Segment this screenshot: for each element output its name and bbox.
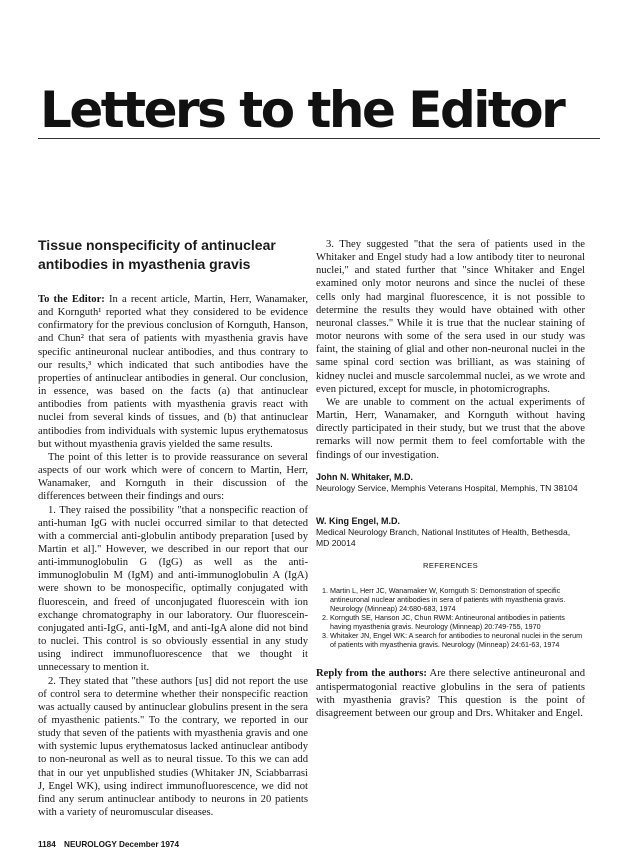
reference-item: 2. Kornguth SE, Hanson JC, Chun RWM: Antineuronal antibodies in patients having myasthenia gravis. Neurology (Minneap) 20:749-755, 1970 (330, 613, 585, 631)
signature-affiliation: Medical Neurology Branch, National Institutes of Health, Bethesda, MD 20014 (316, 526, 571, 548)
section-title: Letters to the Editor (40, 81, 564, 139)
signature-name: John N. Whitaker, M.D. (316, 471, 414, 482)
reply-label: Reply from the authors: (316, 668, 427, 680)
signature-block (316, 472, 585, 494)
body-paragraph: The point of this letter is to provide reassurance on several aspects of our work which were of concern to Martin, Herr, Wanamaker, and Kornguth in their discussion of the differences between their findings and ours: (38, 451, 308, 503)
references-list (316, 586, 585, 650)
lead-paragraph (38, 293, 308, 451)
article-title: Tissue nonspecificity of antinuclear antibodies in myasthenia gravis (38, 237, 276, 272)
body-paragraph: 2. They stated that "these authors [us] did not report the use of control sera to determine whether their nonspecific reaction was actually caused by antinuclear globulins present in the sera of myasthenic patients." To the contrary, we reported in our study that seven of the patients with myasthenia gravis and one with systemic lupus erythematosus lacked antinuclear antibody to non-neuronal as well as to neural tissue. To this we can add that in our yet unpublished studies (Whitaker JN, Sciabbarrasi J, Engel WK), using indirect immunofluorescence, we did not find any serum antinuclear antibody to neurons in 20 patients with a variety of neuromuscular diseases. (38, 675, 308, 819)
reference-item: 3. Whitaker JN, Engel WK: A search for antibodies to neuronal nuclei in the serum of patients with myasthenia gravis. Neurology (Minneap) 24:61-63, 1974 (330, 631, 585, 649)
reply-text: Are there selective antineuronal and antispermatogonial reactive globulins in the sera of patients with myasthenia gravis? This question is the point of disagreement between our group and Drs. Whitaker and Engel. (316, 668, 586, 719)
references-heading: REFERENCES (423, 560, 478, 570)
lead-label: To the Editor: (38, 294, 105, 305)
signature-block (316, 516, 585, 549)
body-paragraph: 3. They suggested "that the sera of patients used in the Whitaker and Engel study had a low antibody titer to neuronal nuclei," and stated further that "since Whitaker and Engel examined only motor neurons and since the nuclei of these cells only had marginal fluorescence, it is not possible to determine the results they would have obtained with other neuronal classes." While it is true that the nuclear staining of motor neurons with some of the sera used in our study was faint, the staining of glial and other non-neuronal nuclei in the same spinal cord section was brilliant, as was staining of kidney nuclei and muscle sarcolemmal nuclei, as we wrote and even pictured, except for muscle, in photomicrographs. (316, 239, 585, 395)
journal-issue: NEUROLOGY December 1974 (64, 840, 180, 849)
reference-item: 1. Martin L, Herr JC, Wanamaker W, Kornguth S: Demonstration of specific antineuronal nuclear antibodies in sera of patients with myasthenia gravis. Neurology (Minneap) 24:680-683, 1974 (330, 586, 585, 613)
signature-affiliation: Neurology Service, Memphis Veterans Hospital, Memphis, TN 38104 (316, 482, 578, 493)
signature-name: W. King Engel, M.D. (316, 515, 400, 526)
reply-paragraph (316, 667, 585, 720)
page-footer (38, 840, 179, 849)
body-paragraph: We are unable to comment on the actual experiments of Martin, Herr, Wanamaker, and Kornguth without having directly participated in their study, but we trust that the above remarks will now permit them to feel comfortable with the findings of our investigation. (316, 396, 585, 461)
left-column (38, 236, 308, 819)
body-paragraph: 1. They raised the possibility "that a nonspecific reaction of anti-human IgG with nuclei occurred similar to that detected with a commercial anti-globulin antibody preparation [used by Martin et al]." However, we described in our report that our anti-immunoglobulin G (IgG) as well as the anti-immunoglobulin M (IgM) and anti-immunoglobulin A (IgA) were shown to be monospecific, optimally conjugated with fluorescein, and freed of unconjugated fluorescein with ion exchange chromatography in our laboratory. Our fluorescein-conjugated anti-IgG, anti-IgM, and anti-IgA alone did not bind to nuclei. This control is so obviously essential in any study using indirect immunofluorescence that we thought it unnecessary to mention it. (38, 504, 308, 674)
page-number: 1184 (38, 840, 56, 849)
header-divider (38, 138, 600, 139)
right-column (316, 238, 585, 720)
lead-text: In a recent article, Martin, Herr, Wanamaker, and Kornguth¹ reported what they considered to be evidence confirmatory for the previous conclusion of Kornguth, Hanson, and Chun² that sera of patients with myasthenia gravis have specific antineuronal nuclear antibodies, and thus contrary to our results,³ which indicated that such antibodies have the properties of antinuclear antibodies in general. Our conclusion, in essence, was based on the facts (a) that antinuclear antibodies from patients with myasthenia gravis react with nuclei from several kinds of tissues, and (b) that antinuclear antibodies from individuals with systemic lupus erythematosus but without myasthenia gravis yielded the same results. (38, 294, 308, 450)
